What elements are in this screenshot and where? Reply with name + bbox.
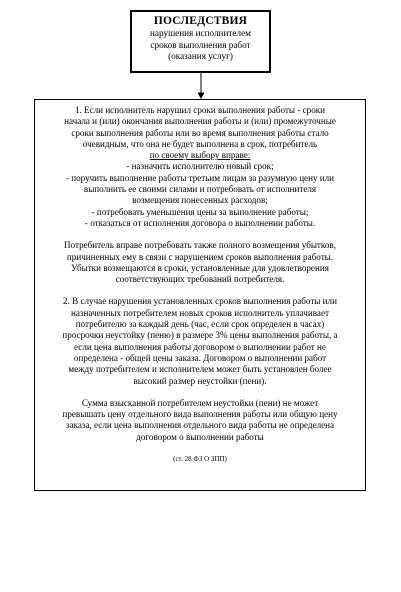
connector-arrow xyxy=(194,73,208,99)
option-line: - назначить исполнителю новый срок; xyxy=(126,161,274,172)
text-line: просрочки неустойку (пеню) в размере 3% цены выполнения работы, а xyxy=(62,330,338,341)
text-line: очевидным, что она не будет выполнена в срок, потребитель xyxy=(82,138,318,149)
title-subtitle-line: (оказания услуг) xyxy=(168,51,233,61)
text-line: определена - общей цены заказа. Договором о выполнении работ xyxy=(73,352,327,363)
title-subtitle-line: сроков выполнения работ xyxy=(150,39,251,50)
text-line: начала и (или) окончания выполнения работы и (или) промежуточные xyxy=(64,116,336,127)
consequences-box xyxy=(34,99,366,491)
text-line: сроки выполнения работы или во время выполнения работы стало xyxy=(71,127,329,138)
section-penalty xyxy=(40,296,360,386)
title-subtitle-line: нарушения исполнителем xyxy=(150,28,251,38)
section-deadline-violation xyxy=(40,105,360,285)
text-line: 2. В случае нарушения установленных сроков выполнения работы или xyxy=(63,296,337,307)
diagram-title: ПОСЛЕДСТВИЯ xyxy=(153,15,248,27)
text-line: между потребителем и исполнителем может быть установлен более xyxy=(68,364,332,375)
text-line: Потребитель вправе потребовать также полного возмещения убытков, xyxy=(64,240,336,251)
title-box xyxy=(130,10,271,73)
text-line: 1. Если исполнитель нарушил сроки выполнения работы - сроки xyxy=(74,105,326,115)
option-line: возмещения понесенных расходов; xyxy=(132,195,268,206)
text-line: назначенных потребителем новых сроков исполнитель уплачивает xyxy=(71,307,329,318)
option-line: - потребовать уменьшения цены за выполнение работы; xyxy=(91,206,309,217)
text-line: если цена выполнения работы договором о выполнении работ не xyxy=(74,341,326,352)
text-line: превышать цену отдельного вида выполнения работы или общую цену xyxy=(62,409,338,420)
option-line: - поручить выполнение работы третьим лицам за разумную цену или xyxy=(65,172,335,183)
text-line: Убытки возмещаются в сроки, установленные для удовлетворения xyxy=(71,262,329,273)
section-penalty-limit xyxy=(40,398,360,443)
option-line: - отказаться от исполнения договора о выполнении работы. xyxy=(84,217,316,228)
text-line: заказа, если цена выполнения отдельного вида работы не определена xyxy=(65,420,335,431)
text-line: Сумма взысканной потребителем неустойки (пени) не может xyxy=(81,397,319,408)
text-line: потребителю за каждый день (час, если срок определен в часах) xyxy=(75,319,325,330)
text-line: соответствующих требований потребителя. xyxy=(115,274,285,285)
text-line: высокий размер неустойки (пени). xyxy=(133,375,267,386)
option-line: выполнить ее своими силами и потребовать от исполнителя xyxy=(83,184,317,195)
choice-label: по своему выбору вправе: xyxy=(149,150,251,161)
text-line: договором о выполнении работы xyxy=(136,431,264,442)
law-citation: (ст. 28 ФЗ О ЗПП) xyxy=(173,455,227,464)
text-line: причиненных ему в связи с нарушением сроков выполнения работы. xyxy=(66,251,334,262)
